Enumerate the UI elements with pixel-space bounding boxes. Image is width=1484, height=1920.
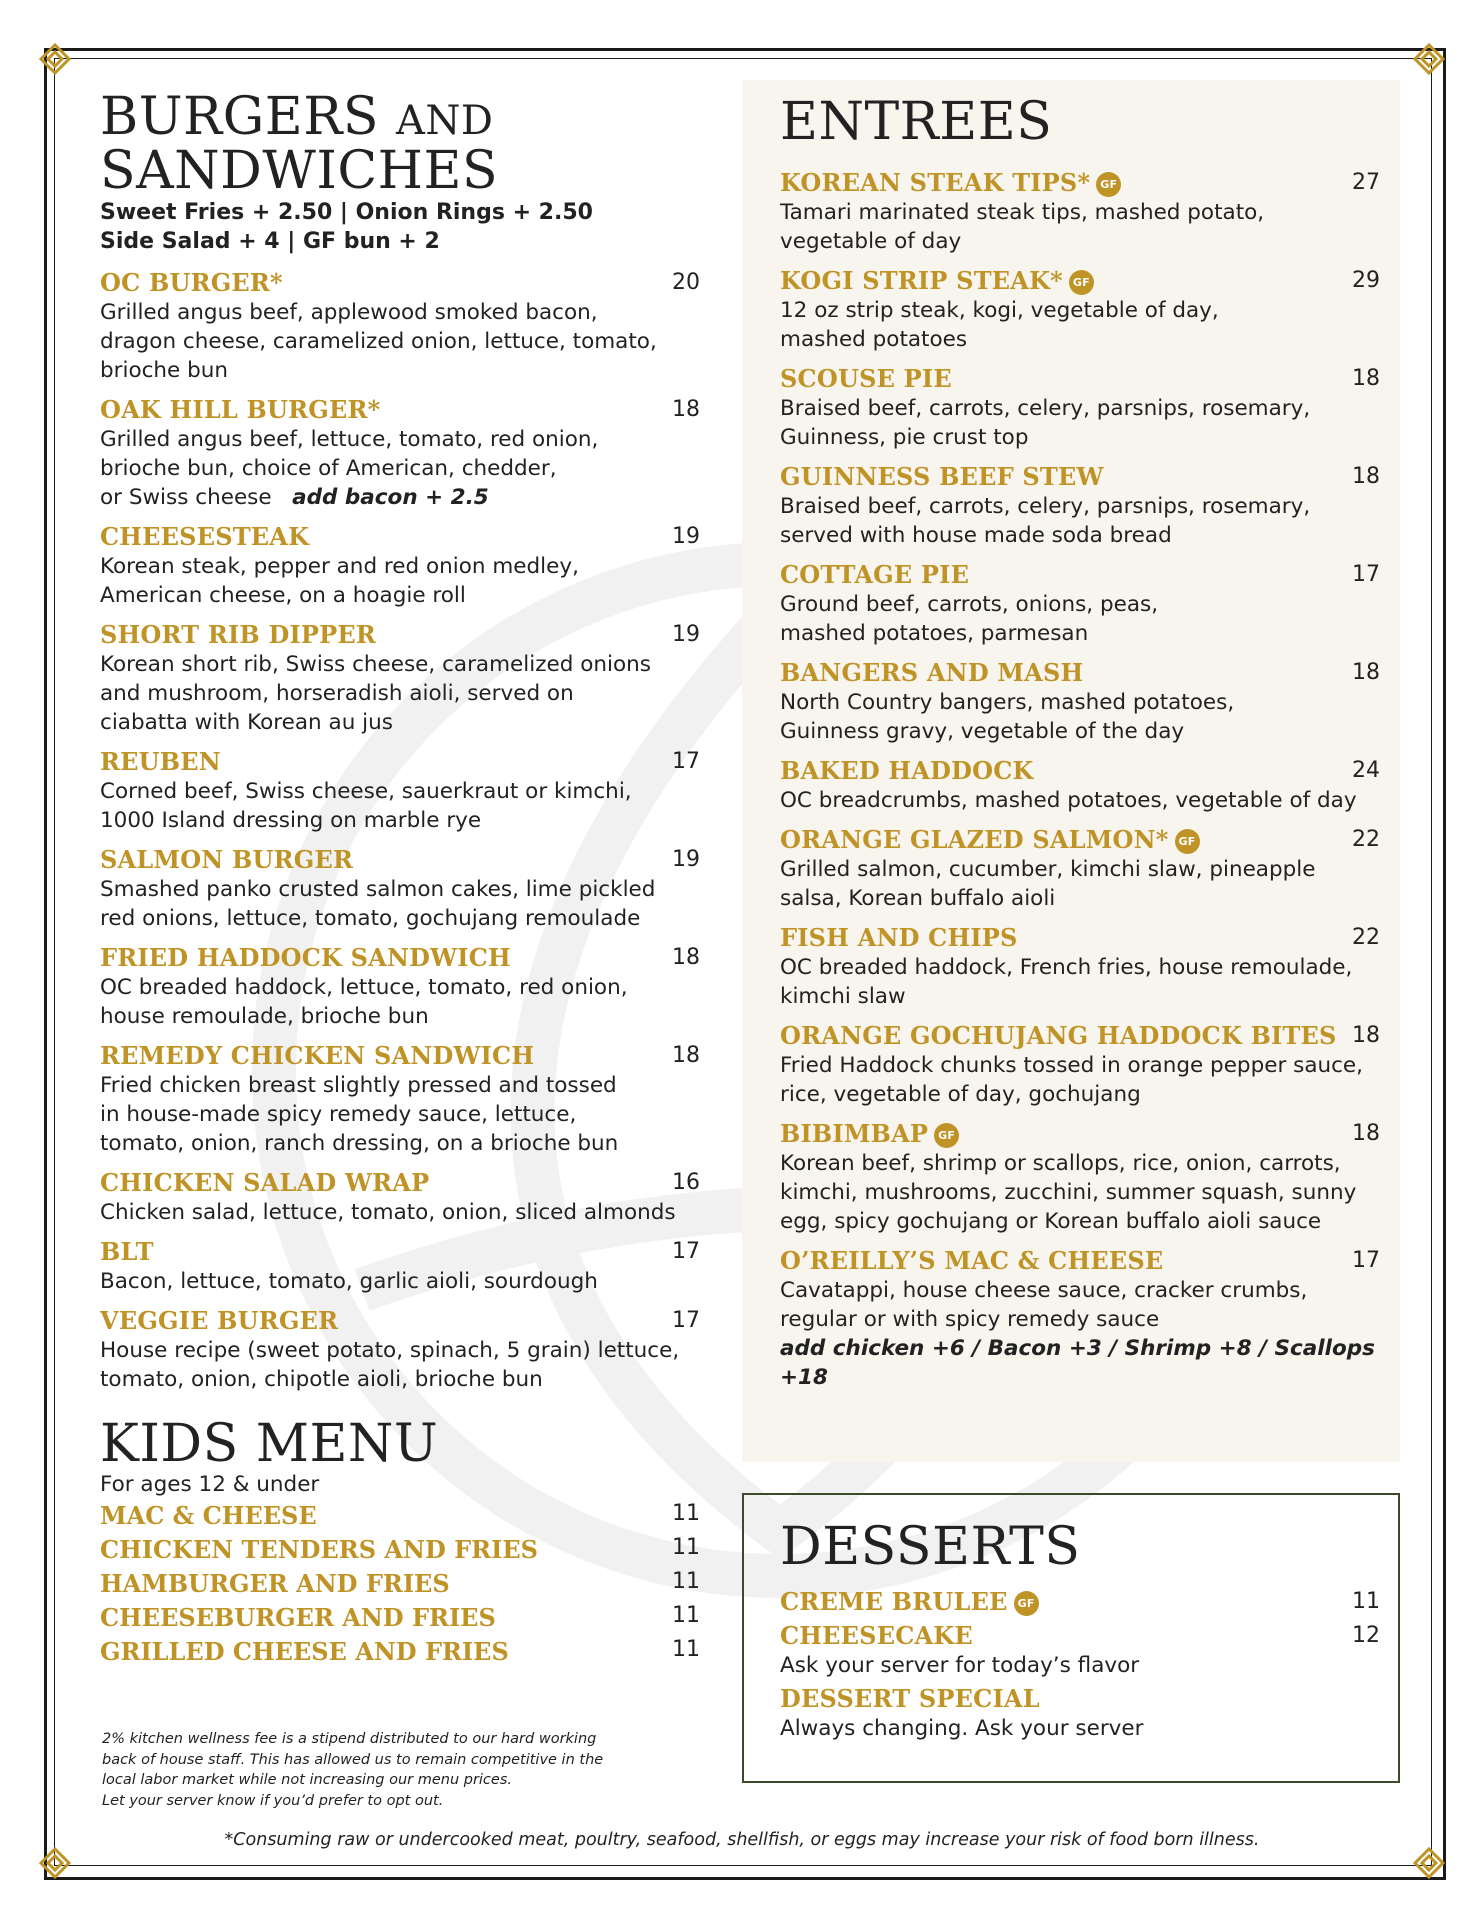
menu-item-description: mashed potatoes, parmesan <box>780 621 1089 646</box>
menu-item-description: ciabatta with Korean au jus <box>100 710 393 735</box>
gluten-free-badge-icon: GF <box>1096 172 1121 197</box>
gluten-free-badge-icon: GF <box>934 1123 959 1148</box>
menu-item-price: 18 <box>1352 1023 1380 1048</box>
menu-item-description: Fried Haddock chunks tossed in orange pepper sauce, <box>780 1053 1363 1078</box>
menu-item <box>100 943 700 1031</box>
menu-item-price: 19 <box>672 622 700 647</box>
menu-item-name <box>780 1587 1380 1617</box>
menu-item <box>780 1684 1380 1743</box>
menu-item-name-text: REUBEN <box>100 747 221 776</box>
menu-item-price: 22 <box>1352 827 1380 852</box>
menu-item <box>780 560 1380 648</box>
menu-item-price: 24 <box>1352 758 1380 783</box>
kids-title: KIDS MENU <box>100 1414 439 1474</box>
menu-item-name <box>780 658 1380 688</box>
menu-item-price: 22 <box>1352 925 1380 950</box>
menu-item-description: Always changing. Ask your server <box>780 1716 1144 1741</box>
kids-menu-item <box>100 1635 700 1669</box>
menu-item-name-text: FISH AND CHIPS <box>780 923 1018 952</box>
menu-item-description: Ground beef, carrots, onions, peas, <box>780 592 1159 617</box>
menu-item-name-text: KOREAN STEAK TIPS* <box>780 168 1091 197</box>
menu-item-name <box>780 1119 1380 1149</box>
menu-item-description: kimchi, mushrooms, zucchini, summer squash, sunny <box>780 1180 1357 1205</box>
menu-item-name <box>100 1237 700 1267</box>
menu-item-name <box>780 560 1380 590</box>
gluten-free-badge-icon: GF <box>1014 1591 1039 1616</box>
menu-item-description: Smashed panko crusted salmon cakes, lime pickled <box>100 877 656 902</box>
kids-menu-item-price: 11 <box>672 1535 700 1560</box>
menu-item-description: House recipe (sweet potato, spinach, 5 grain) lettuce, <box>100 1338 680 1363</box>
menu-item-description: American cheese, on a hoagie roll <box>100 583 466 608</box>
burgers-title: BURGERS AND SANDWICHES <box>100 87 499 201</box>
menu-item-name <box>100 395 700 425</box>
menu-item-description: vegetable of day <box>780 229 962 254</box>
menu-item-price: 17 <box>1352 1248 1380 1273</box>
menu-item <box>100 1237 700 1296</box>
kids-subtitle: For ages 12 & under <box>100 1472 320 1497</box>
menu-item <box>100 747 700 835</box>
menu-item-description: egg, spicy gochujang or Korean buffalo aioli sauce <box>780 1209 1322 1234</box>
kitchen-fee-note-line: Let your server know if you’d prefer to opt out. <box>102 1792 444 1809</box>
kitchen-fee-note <box>102 1729 662 1811</box>
burger-list <box>100 268 700 1394</box>
corner-knot-icon <box>1412 42 1446 76</box>
kids-menu-item-price: 11 <box>672 1569 700 1594</box>
menu-item-price: 17 <box>1352 562 1380 587</box>
menu-item-description: OC breadcrumbs, mashed potatoes, vegetable of day <box>780 788 1357 813</box>
menu-item-name <box>780 1021 1380 1051</box>
menu-item-price: 27 <box>1352 170 1380 195</box>
kids-menu-item <box>100 1567 700 1601</box>
burgers-addons: Sweet Fries + 2.50 | Onion Rings + 2.50 Side Salad + 4 | GF bun + 2 <box>100 200 593 254</box>
menu-item-name <box>100 620 700 650</box>
menu-item <box>100 845 700 933</box>
menu-item-price: 11 <box>1352 1589 1380 1614</box>
menu-item-name <box>100 845 700 875</box>
menu-item-name-text: GUINNESS BEEF STEW <box>780 462 1104 491</box>
corner-knot-icon <box>1412 1846 1446 1880</box>
menu-item-name <box>780 825 1380 855</box>
kids-menu-item-name: MAC & CHEESE <box>100 1501 317 1530</box>
menu-item-price: 18 <box>672 1043 700 1068</box>
kids-menu-item <box>100 1533 700 1567</box>
menu-item-price: 18 <box>672 397 700 422</box>
menu-item <box>780 1119 1380 1236</box>
menu-item-name-text: ORANGE GLAZED SALMON* <box>780 825 1169 854</box>
menu-item <box>780 825 1380 913</box>
menu-item-name-text: CHEESESTEAK <box>100 522 310 551</box>
menu-item-name-text: O’REILLY’S MAC & CHEESE <box>780 1246 1164 1275</box>
menu-item-description: Korean steak, pepper and red onion medley, <box>100 554 579 579</box>
menu-item-name-text: BLT <box>100 1237 154 1266</box>
menu-item-description: Corned beef, Swiss cheese, sauerkraut or kimchi, <box>100 779 632 804</box>
menu-item-description: North Country bangers, mashed potatoes, <box>780 690 1235 715</box>
menu-item-price: 18 <box>1352 366 1380 391</box>
menu-item-name-text: OAK HILL BURGER* <box>100 395 381 424</box>
menu-item-description: Korean short rib, Swiss cheese, caramelized onions <box>100 652 651 677</box>
menu-item-description: Cavatappi, house cheese sauce, cracker crumbs, <box>780 1278 1308 1303</box>
menu-item <box>780 266 1380 354</box>
menu-item-price: 16 <box>672 1170 700 1195</box>
menu-item-description: Guinness, pie crust top <box>780 425 1029 450</box>
menu-item-name-text: ORANGE GOCHUJANG HADDOCK BITES <box>780 1021 1337 1050</box>
menu-item-name-text: SCOUSE PIE <box>780 364 952 393</box>
menu-item <box>100 1041 700 1158</box>
menu-item <box>780 1587 1380 1617</box>
menu-item <box>100 395 700 512</box>
gluten-free-badge-icon: GF <box>1069 270 1094 295</box>
kids-list <box>100 1499 700 1669</box>
corner-knot-icon <box>38 1846 72 1880</box>
menu-item <box>780 462 1380 550</box>
entree-list <box>780 168 1380 1392</box>
menu-item-description: and mushroom, horseradish aioli, served on <box>100 681 574 706</box>
menu-item-price: 17 <box>672 1239 700 1264</box>
food-safety-footer: *Consuming raw or undercooked meat, poultry, seafood, shellfish, or eggs may increase your risk of food born illness. <box>224 1830 1260 1850</box>
kids-menu-item-price: 11 <box>672 1637 700 1662</box>
menu-item-description: red onions, lettuce, tomato, gochujang remoulade <box>100 906 641 931</box>
menu-item-name <box>100 1306 700 1336</box>
menu-item-description: rice, vegetable of day, gochujang <box>780 1082 1141 1107</box>
entrees-title: ENTREES <box>780 92 1053 152</box>
dessert-list <box>780 1587 1380 1743</box>
menu-item-description: kimchi slaw <box>780 984 906 1009</box>
menu-item <box>100 268 700 385</box>
menu-item-name <box>100 1168 700 1198</box>
menu-item <box>780 1621 1380 1680</box>
menu-item-name-text: BANGERS AND MASH <box>780 658 1084 687</box>
menu-item-description: regular or with spicy remedy sauce <box>780 1307 1160 1332</box>
menu-item <box>780 923 1380 1011</box>
menu-item-name <box>100 747 700 777</box>
kids-menu-item <box>100 1601 700 1635</box>
menu-item <box>780 168 1380 256</box>
menu-item <box>100 1168 700 1227</box>
menu-item-price: 17 <box>672 1308 700 1333</box>
menu-item-price: 18 <box>1352 464 1380 489</box>
menu-item-description: Chicken salad, lettuce, tomato, onion, sliced almonds <box>100 1200 676 1225</box>
menu-item-price: 20 <box>672 270 700 295</box>
menu-item-description: tomato, onion, chipotle aioli, brioche bun <box>100 1367 543 1392</box>
menu-item-description: Bacon, lettuce, tomato, garlic aioli, sourdough <box>100 1269 598 1294</box>
kitchen-fee-note-line: local labor market while not increasing our menu prices. <box>102 1772 512 1788</box>
menu-item-description: Braised beef, carrots, celery, parsnips, rosemary, <box>780 396 1311 421</box>
menu-item-name <box>780 462 1380 492</box>
menu-item-price: 12 <box>1352 1623 1380 1648</box>
menu-item-description: served with house made soda bread <box>780 523 1172 548</box>
desserts-box <box>742 1493 1400 1783</box>
kitchen-fee-note-line: 2% kitchen wellness fee is a stipend distributed to our hard working <box>102 1731 597 1747</box>
menu-item-addon: add chicken +6 / Bacon +3 / Shrimp +8 / Scallops +18 <box>780 1336 1375 1390</box>
menu-item-description: Braised beef, carrots, celery, parsnips, rosemary, <box>780 494 1311 519</box>
menu-item-description: brioche bun <box>100 358 229 383</box>
right-column <box>780 92 1380 1402</box>
menu-item-description: Tamari marinated steak tips, mashed potato, <box>780 200 1265 225</box>
menu-item-name-text: OC BURGER* <box>100 268 283 297</box>
menu-item-name-text: KOGI STRIP STEAK* <box>780 266 1063 295</box>
menu-item <box>780 1021 1380 1109</box>
menu-item-description: salsa, Korean buffalo aioli <box>780 886 1056 911</box>
menu-item-description: Grilled angus beef, lettuce, tomato, red onion, <box>100 427 599 452</box>
menu-item-description: 12 oz strip steak, kogi, vegetable of day, <box>780 298 1219 323</box>
menu-item <box>780 658 1380 746</box>
menu-item-name <box>780 1621 1380 1651</box>
menu-item-name-text: CREME BRULEE <box>780 1587 1008 1616</box>
menu-item-description: OC breaded haddock, lettuce, tomato, red onion, <box>100 975 628 1000</box>
menu-item-description: Guinness gravy, vegetable of the day <box>780 719 1185 744</box>
menu-item-name-text: CHICKEN SALAD WRAP <box>100 1168 430 1197</box>
menu-item-description: dragon cheese, caramelized onion, lettuce, tomato, <box>100 329 657 354</box>
menu-item-addon: add bacon + 2.5 <box>292 485 489 510</box>
menu-item-description: in house-made spicy remedy sauce, lettuce, <box>100 1102 577 1127</box>
menu-item <box>780 756 1380 815</box>
kids-menu-item-price: 11 <box>672 1501 700 1526</box>
menu-item-name-text: BIBIMBAP <box>780 1119 929 1148</box>
menu-item-name-text: SALMON BURGER <box>100 845 354 874</box>
menu-item-price: 19 <box>672 847 700 872</box>
menu-item-description: mashed potatoes <box>780 327 968 352</box>
kids-menu-item-name: CHEESEBURGER AND FRIES <box>100 1603 496 1632</box>
menu-item-name-text: COTTAGE PIE <box>780 560 970 589</box>
menu-item-price: 17 <box>672 749 700 774</box>
menu-item-price: 19 <box>672 524 700 549</box>
menu-item-description: Fried chicken breast slightly pressed and tossed <box>100 1073 617 1098</box>
menu-item-name <box>780 756 1380 786</box>
menu-item-description: Ask your server for today’s flavor <box>780 1653 1140 1678</box>
menu-item-name-text: REMEDY CHICKEN SANDWICH <box>100 1041 535 1070</box>
menu-item-name <box>100 1041 700 1071</box>
menu-item-name <box>780 364 1380 394</box>
kids-menu-item-name: HAMBURGER AND FRIES <box>100 1569 450 1598</box>
menu-item <box>100 522 700 610</box>
menu-item <box>100 620 700 737</box>
menu-item-name <box>100 522 700 552</box>
menu-item-name <box>780 1684 1380 1714</box>
menu-item <box>780 1246 1380 1392</box>
kids-menu-item <box>100 1499 700 1533</box>
menu-item-description: or Swiss cheese add bacon + 2.5 <box>100 485 489 510</box>
menu-item-name-text: VEGGIE BURGER <box>100 1306 339 1335</box>
menu-item <box>100 1306 700 1394</box>
left-column <box>100 87 700 1669</box>
menu-item-name-text: SHORT RIB DIPPER <box>100 620 377 649</box>
menu-item-name <box>100 943 700 973</box>
menu-item-name-text: DESSERT SPECIAL <box>780 1684 1040 1713</box>
desserts-title: DESSERTS <box>780 1517 1081 1577</box>
gluten-free-badge-icon: GF <box>1175 829 1200 854</box>
menu-item-description: Korean beef, shrimp or scallops, rice, onion, carrots, <box>780 1151 1341 1176</box>
menu-item-price: 29 <box>1352 268 1380 293</box>
menu-item-description: 1000 Island dressing on marble rye <box>100 808 482 833</box>
menu-item <box>780 364 1380 452</box>
menu-item-description: house remoulade, brioche bun <box>100 1004 429 1029</box>
menu-item-name <box>100 268 700 298</box>
corner-knot-icon <box>38 42 72 76</box>
menu-item-description: Grilled angus beef, applewood smoked bacon, <box>100 300 598 325</box>
menu-item-description: Grilled salmon, cucumber, kimchi slaw, pineapple <box>780 857 1316 882</box>
menu-item-price: 18 <box>1352 1121 1380 1146</box>
menu-item-price: 18 <box>672 945 700 970</box>
kitchen-fee-note-line: back of house staff. This has allowed us to remain competitive in the <box>102 1751 604 1768</box>
menu-item-price: 18 <box>1352 660 1380 685</box>
menu-item-name <box>780 923 1380 953</box>
menu-item-name <box>780 168 1380 198</box>
kids-menu-item-name: CHICKEN TENDERS AND FRIES <box>100 1535 538 1564</box>
menu-item-name-text: BAKED HADDOCK <box>780 756 1034 785</box>
menu-item-description: OC breaded haddock, French fries, house remoulade, <box>780 955 1353 980</box>
kids-menu-item-name: GRILLED CHEESE AND FRIES <box>100 1637 509 1666</box>
menu-item-name <box>780 1246 1380 1276</box>
menu-item-name-text: CHEESECAKE <box>780 1621 973 1650</box>
menu-item-description: brioche bun, choice of American, chedder, <box>100 456 557 481</box>
menu-item-name-text: FRIED HADDOCK SANDWICH <box>100 943 511 972</box>
kids-menu-item-price: 11 <box>672 1603 700 1628</box>
menu-item-name <box>780 266 1380 296</box>
menu-item-description: tomato, onion, ranch dressing, on a brioche bun <box>100 1131 619 1156</box>
